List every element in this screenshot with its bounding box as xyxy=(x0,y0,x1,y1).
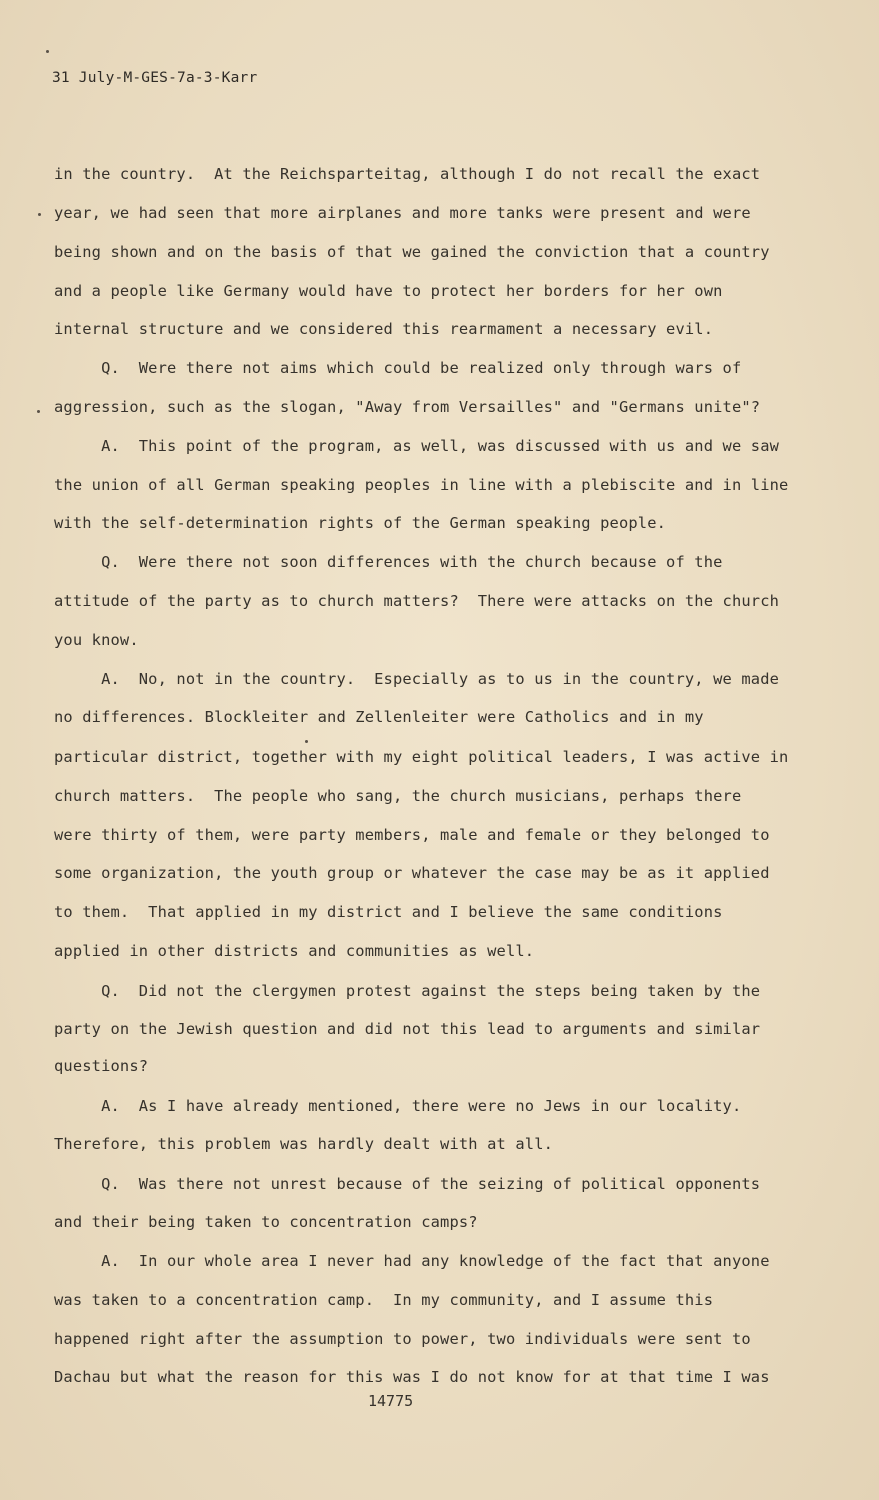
text-line: in the country. At the Reichsparteitag, although I do not recall the exact xyxy=(54,165,761,183)
document-header: 31 July-M-GES-7a-3-Karr xyxy=(52,70,258,86)
text-line: happened right after the assumption to power, two individuals were sent to xyxy=(54,1330,751,1348)
paper-speck xyxy=(305,740,308,743)
page-number: 14775 xyxy=(368,1392,414,1410)
text-line: was taken to a concentration camp. In my community, and I assume this xyxy=(54,1291,714,1309)
text-line: some organization, the youth group or whatever the case may be as it applied xyxy=(54,864,770,882)
answer-line: A. As I have already mentioned, there were no Jews in our locality. xyxy=(54,1097,742,1115)
text-line: aggression, such as the slogan, "Away from Versailles" and "Germans unite"? xyxy=(54,398,761,416)
text-line: and a people like Germany would have to protect her borders for her own xyxy=(54,282,723,300)
answer-line: A. This point of the program, as well, was discussed with us and we saw xyxy=(54,437,780,455)
text-line: church matters. The people who sang, the church musicians, perhaps there xyxy=(54,787,742,805)
text-line: Therefore, this problem was hardly dealt with at all. xyxy=(54,1135,554,1153)
text-line: no differences. Blockleiter and Zellenleiter were Catholics and in my xyxy=(54,708,704,726)
text-line: applied in other districts and communities as well. xyxy=(54,942,535,960)
text-line: Dachau but what the reason for this was I do not know for at that time I was xyxy=(54,1368,770,1386)
text-line: party on the Jewish question and did not this lead to arguments and similar xyxy=(54,1020,761,1038)
question-line: Q. Were there not soon differences with the church because of the xyxy=(54,553,723,571)
paper-speck xyxy=(46,50,49,53)
text-line: being shown and on the basis of that we gained the conviction that a country xyxy=(54,243,770,261)
text-line: particular district, together with my eight political leaders, I was active in xyxy=(54,748,789,766)
text-line: with the self-determination rights of the German speaking people. xyxy=(54,514,667,532)
text-line: internal structure and we considered this rearmament a necessary evil. xyxy=(54,320,714,338)
text-line: attitude of the party as to church matters? There were attacks on the church xyxy=(54,592,780,610)
text-line: questions? xyxy=(54,1057,149,1075)
question-line: Q. Was there not unrest because of the seizing of political opponents xyxy=(54,1175,761,1193)
answer-line: A. In our whole area I never had any knowledge of the fact that anyone xyxy=(54,1252,770,1270)
answer-line: A. No, not in the country. Especially as to us in the country, we made xyxy=(54,670,780,688)
text-line: to them. That applied in my district and I believe the same conditions xyxy=(54,903,723,921)
text-line: were thirty of them, were party members, male and female or they belonged to xyxy=(54,826,770,844)
question-line: Q. Did not the clergymen protest against the steps being taken by the xyxy=(54,982,761,1000)
question-line: Q. Were there not aims which could be realized only through wars of xyxy=(54,359,742,377)
text-line: the union of all German speaking peoples in line with a plebiscite and in line xyxy=(54,476,789,494)
text-line: year, we had seen that more airplanes and more tanks were present and were xyxy=(54,204,751,222)
text-line: and their being taken to concentration camps? xyxy=(54,1213,478,1231)
paper-speck xyxy=(38,213,41,216)
text-line: you know. xyxy=(54,631,139,649)
paper-speck xyxy=(37,410,40,413)
